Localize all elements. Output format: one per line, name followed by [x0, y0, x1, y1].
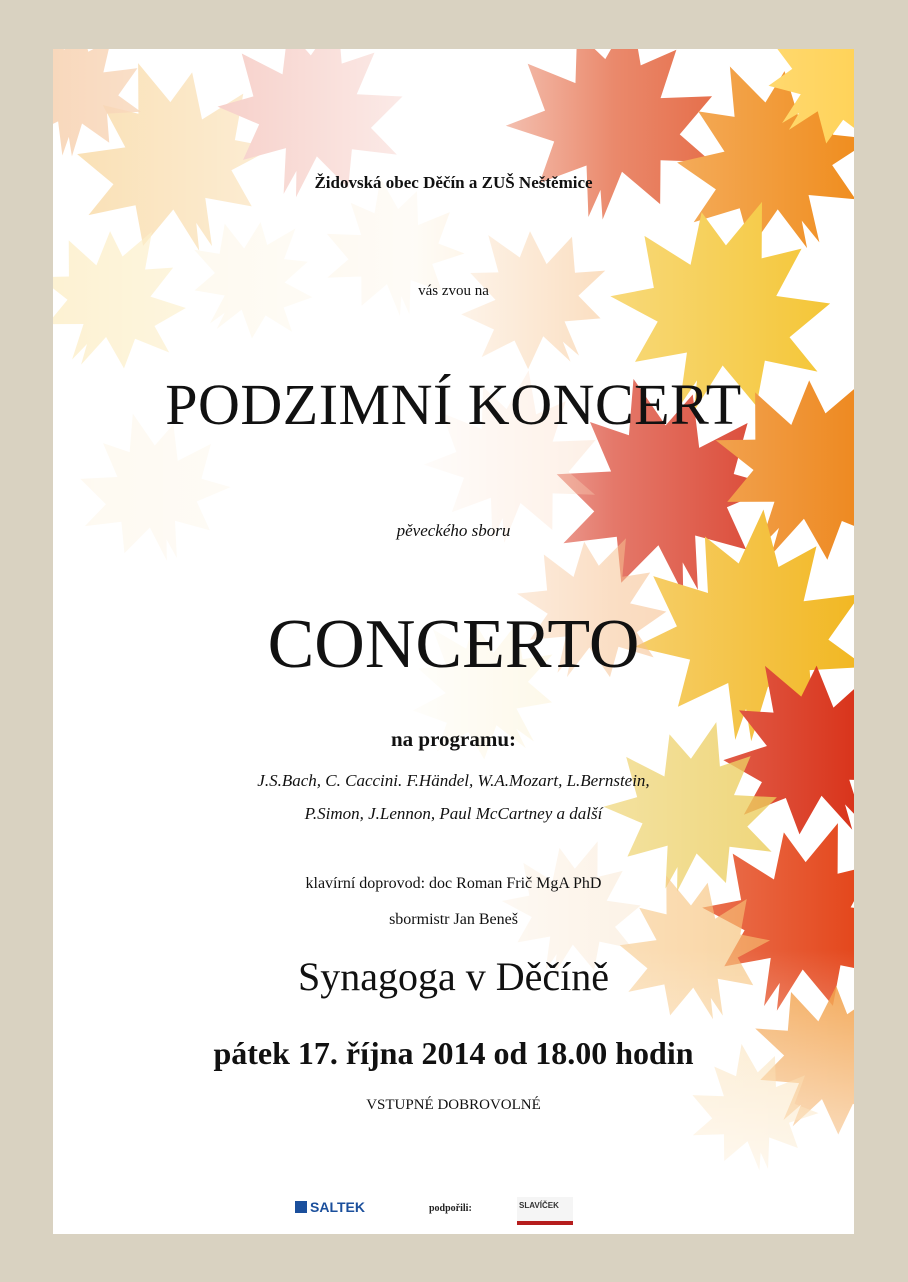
concert-title: PODZIMNÍ KONCERT: [165, 372, 742, 437]
slavicek-logo-text: SLAVÍČEK: [519, 1201, 559, 1210]
composers-line-2: P.Simon, J.Lennon, Paul McCartney a další: [304, 804, 603, 823]
poster: [53, 49, 854, 1234]
slavicek-logo: [517, 1197, 573, 1225]
choir-name: CONCERTO: [267, 606, 640, 683]
admission-note: VSTUPNÉ DOBROVOLNÉ: [366, 1097, 541, 1113]
sponsor-row: [53, 1197, 854, 1227]
supported-by-label: podpořili:: [429, 1203, 472, 1214]
saltek-logo: [295, 1199, 365, 1215]
choirmaster: sbormistr Jan Beneš: [389, 911, 518, 928]
invite-text: vás zvou na: [418, 283, 489, 299]
organizers-text: Židovská obec Děčín a ZUŠ Neštěmice: [314, 173, 593, 192]
program-label: na programu:: [390, 727, 517, 751]
choir-subtitle: pěveckého sboru: [396, 521, 511, 540]
venue: Synagoga v Děčíně: [297, 954, 609, 999]
composers-line-1: J.S.Bach, C. Caccini. F.Händel, W.A.Mozart, L.Bernstein,: [257, 771, 650, 790]
piano-accompaniment: klavírní doprovod: doc Roman Frič MgA PhD: [305, 875, 602, 892]
event-date: pátek 17. října 2014 od 18.00 hodin: [213, 1035, 694, 1071]
saltek-logo-text: SALTEK: [310, 1199, 365, 1215]
saltek-logo-icon: [295, 1201, 307, 1213]
